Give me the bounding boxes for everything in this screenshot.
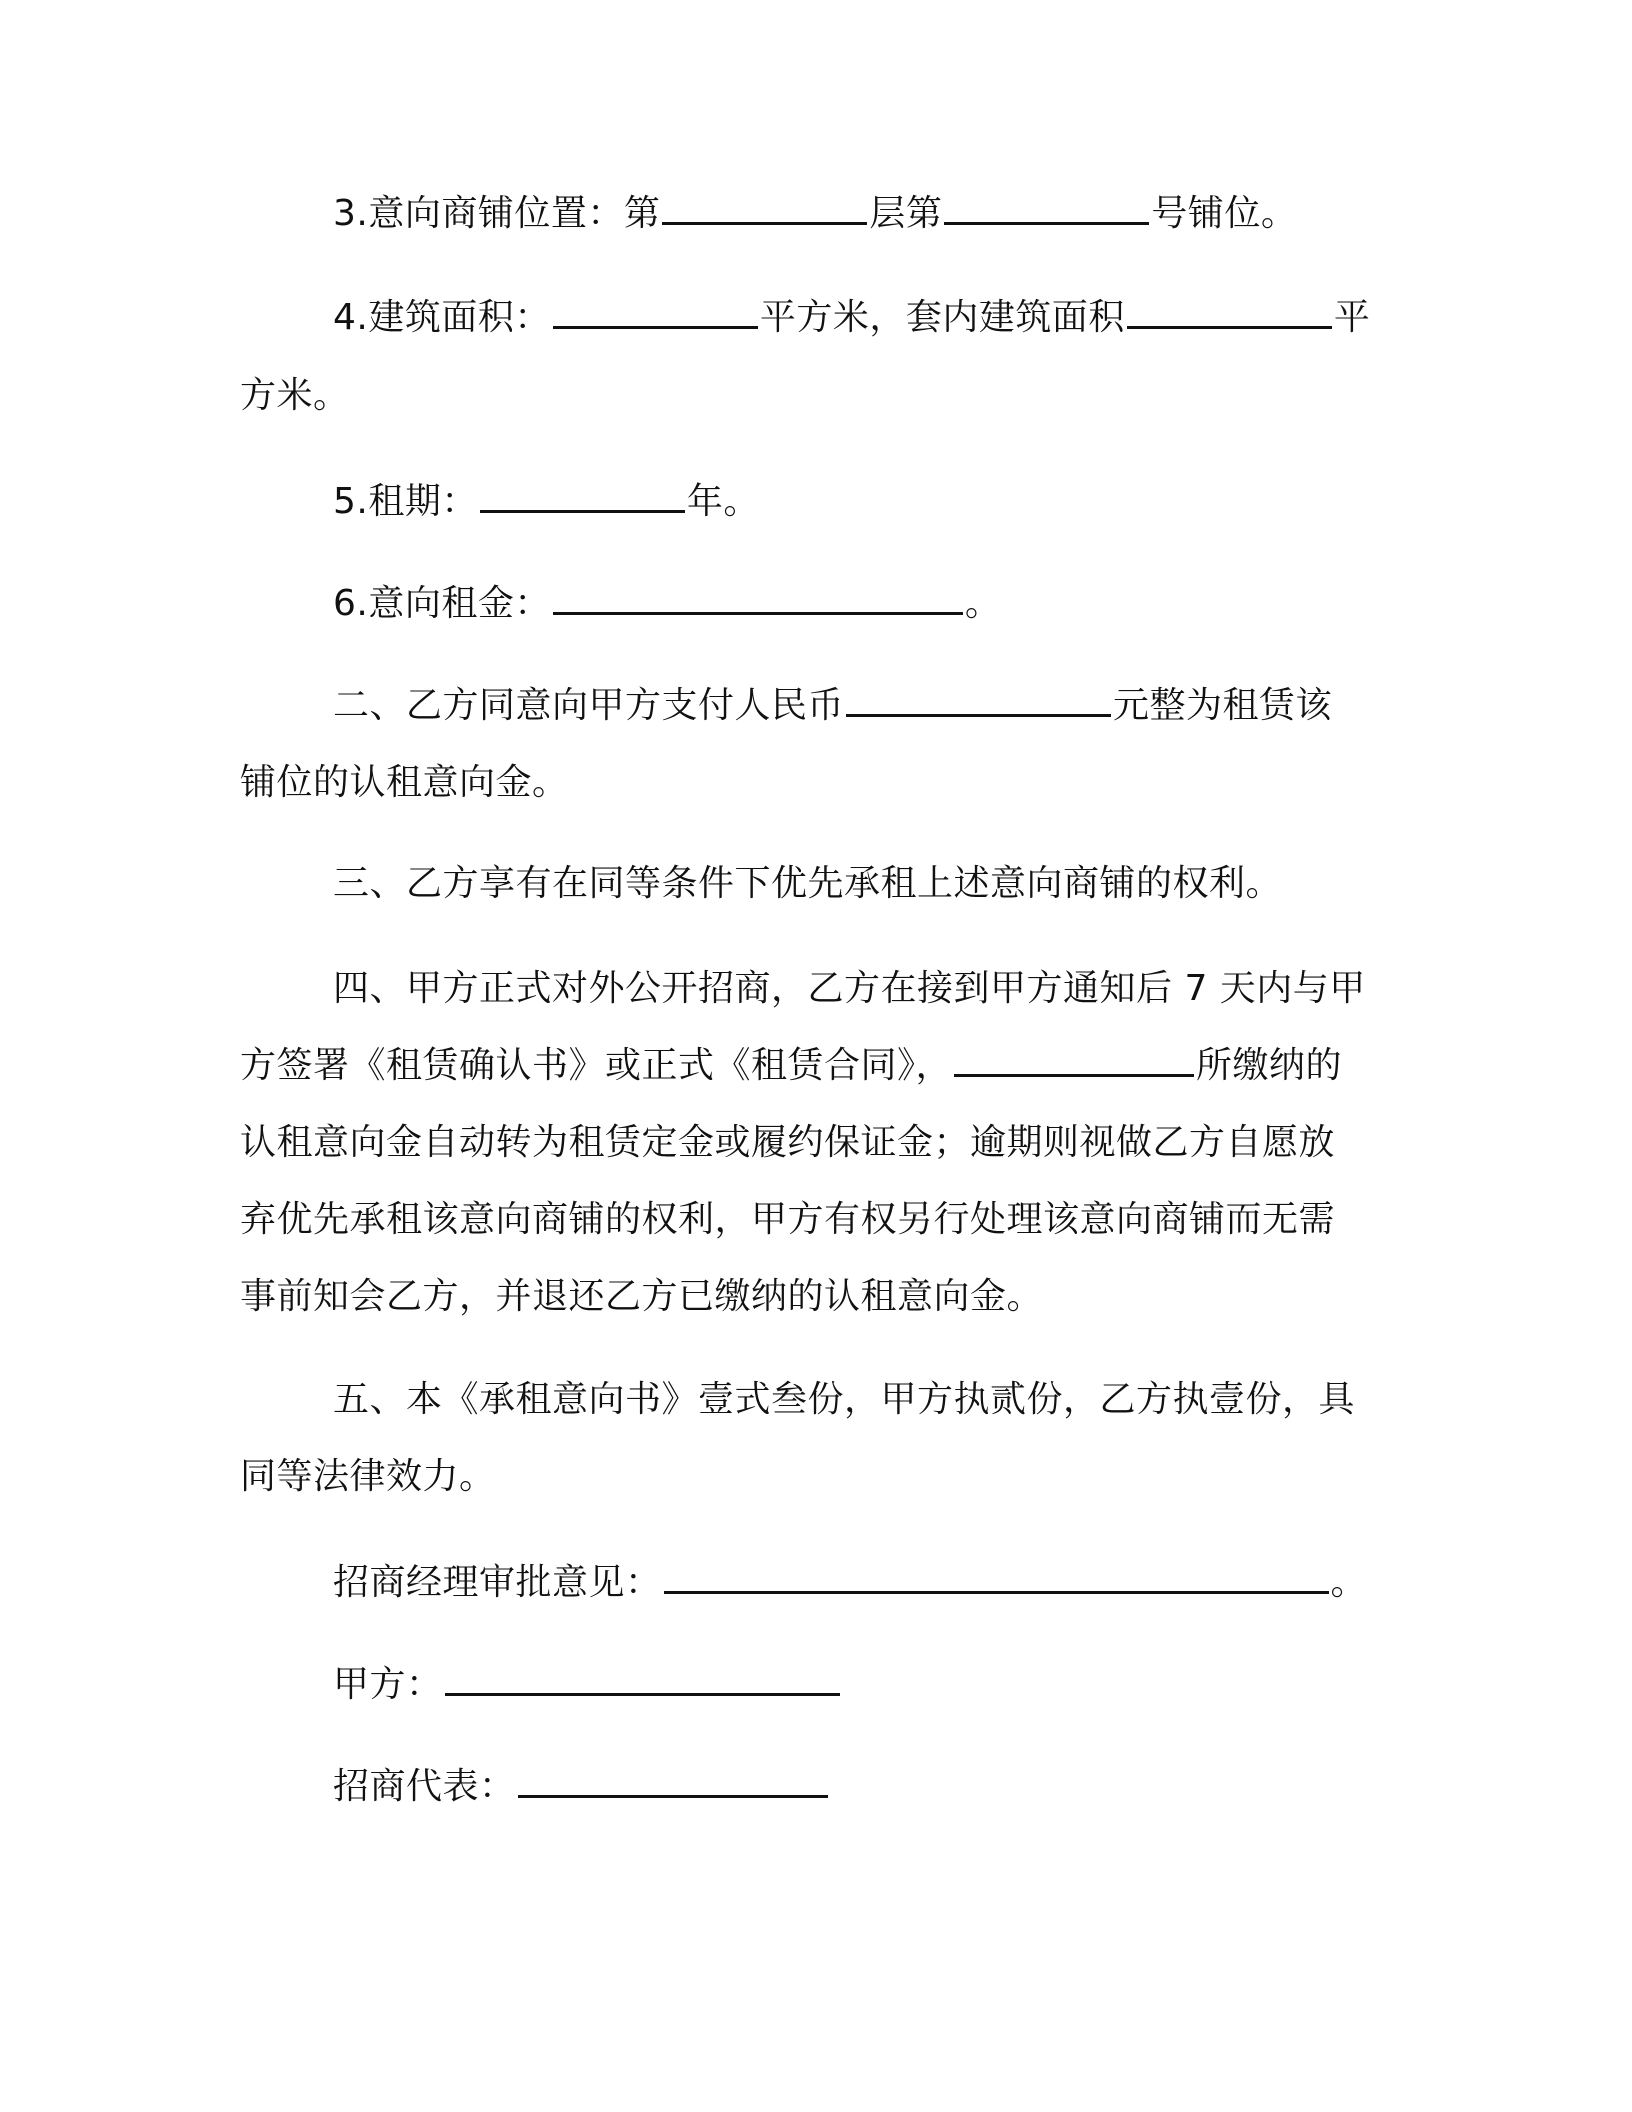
clause-3: 三、乙方享有在同等条件下优先承租上述意向商铺的权利。	[333, 863, 1283, 904]
item-5-lease-term: 5.租期： 年。	[333, 481, 760, 522]
clause-4-line-5: 事前知会乙方，并退还乙方已缴纳的认租意向金。	[240, 1276, 1044, 1317]
shop-number-blank[interactable]	[944, 192, 1149, 225]
clause-4-line-1: 四、甲方正式对外公开招商，乙方在接到甲方通知后 7 天内与甲	[333, 968, 1366, 1009]
item-4-building-area: 4.建筑面积： 平方米，套内建筑面积 平	[333, 297, 1371, 338]
party-a-blank[interactable]	[445, 1663, 840, 1696]
manager-approval: 招商经理审批意见： 。	[333, 1562, 1368, 1603]
floor-blank[interactable]	[662, 192, 867, 225]
clause-5-line-1: 五、本《承租意向书》壹式叁份，甲方执贰份，乙方执壹份，具	[333, 1379, 1356, 1420]
rent-blank[interactable]	[553, 582, 963, 615]
manager-approval-blank[interactable]	[664, 1561, 1329, 1594]
item-3-shop-location: 3.意向商铺位置：第 层第 号铺位。	[333, 193, 1298, 234]
deposit-amount-blank[interactable]	[846, 684, 1111, 717]
clause-5-line-2: 同等法律效力。	[240, 1456, 496, 1497]
item-4-continuation: 方米。	[240, 375, 350, 416]
representative-signature: 招商代表：	[333, 1765, 830, 1809]
lease-term-blank[interactable]	[480, 480, 685, 513]
item-6-intended-rent: 6.意向租金： 。	[333, 583, 1002, 624]
clause-2: 二、乙方同意向甲方支付人民币 元整为租赁该	[333, 685, 1333, 726]
clause-4-line-2: 方签署《租赁确认书》或正式《租赁合同》， 所缴纳的	[240, 1045, 1343, 1086]
building-area-blank[interactable]	[553, 296, 758, 329]
clause-4-line-4: 弃优先承租该意向商铺的权利，甲方有权另行处理该意向商铺而无需	[240, 1199, 1336, 1240]
clause-4-line-3: 认租意向金自动转为租赁定金或履约保证金；逾期则视做乙方自愿放	[240, 1122, 1336, 1163]
inner-area-blank[interactable]	[1127, 296, 1332, 329]
clause-2-continuation: 铺位的认租意向金。	[240, 762, 569, 803]
clause-4-blank[interactable]	[954, 1044, 1194, 1077]
party-a-signature: 甲方：	[333, 1663, 842, 1707]
representative-blank[interactable]	[518, 1765, 828, 1798]
